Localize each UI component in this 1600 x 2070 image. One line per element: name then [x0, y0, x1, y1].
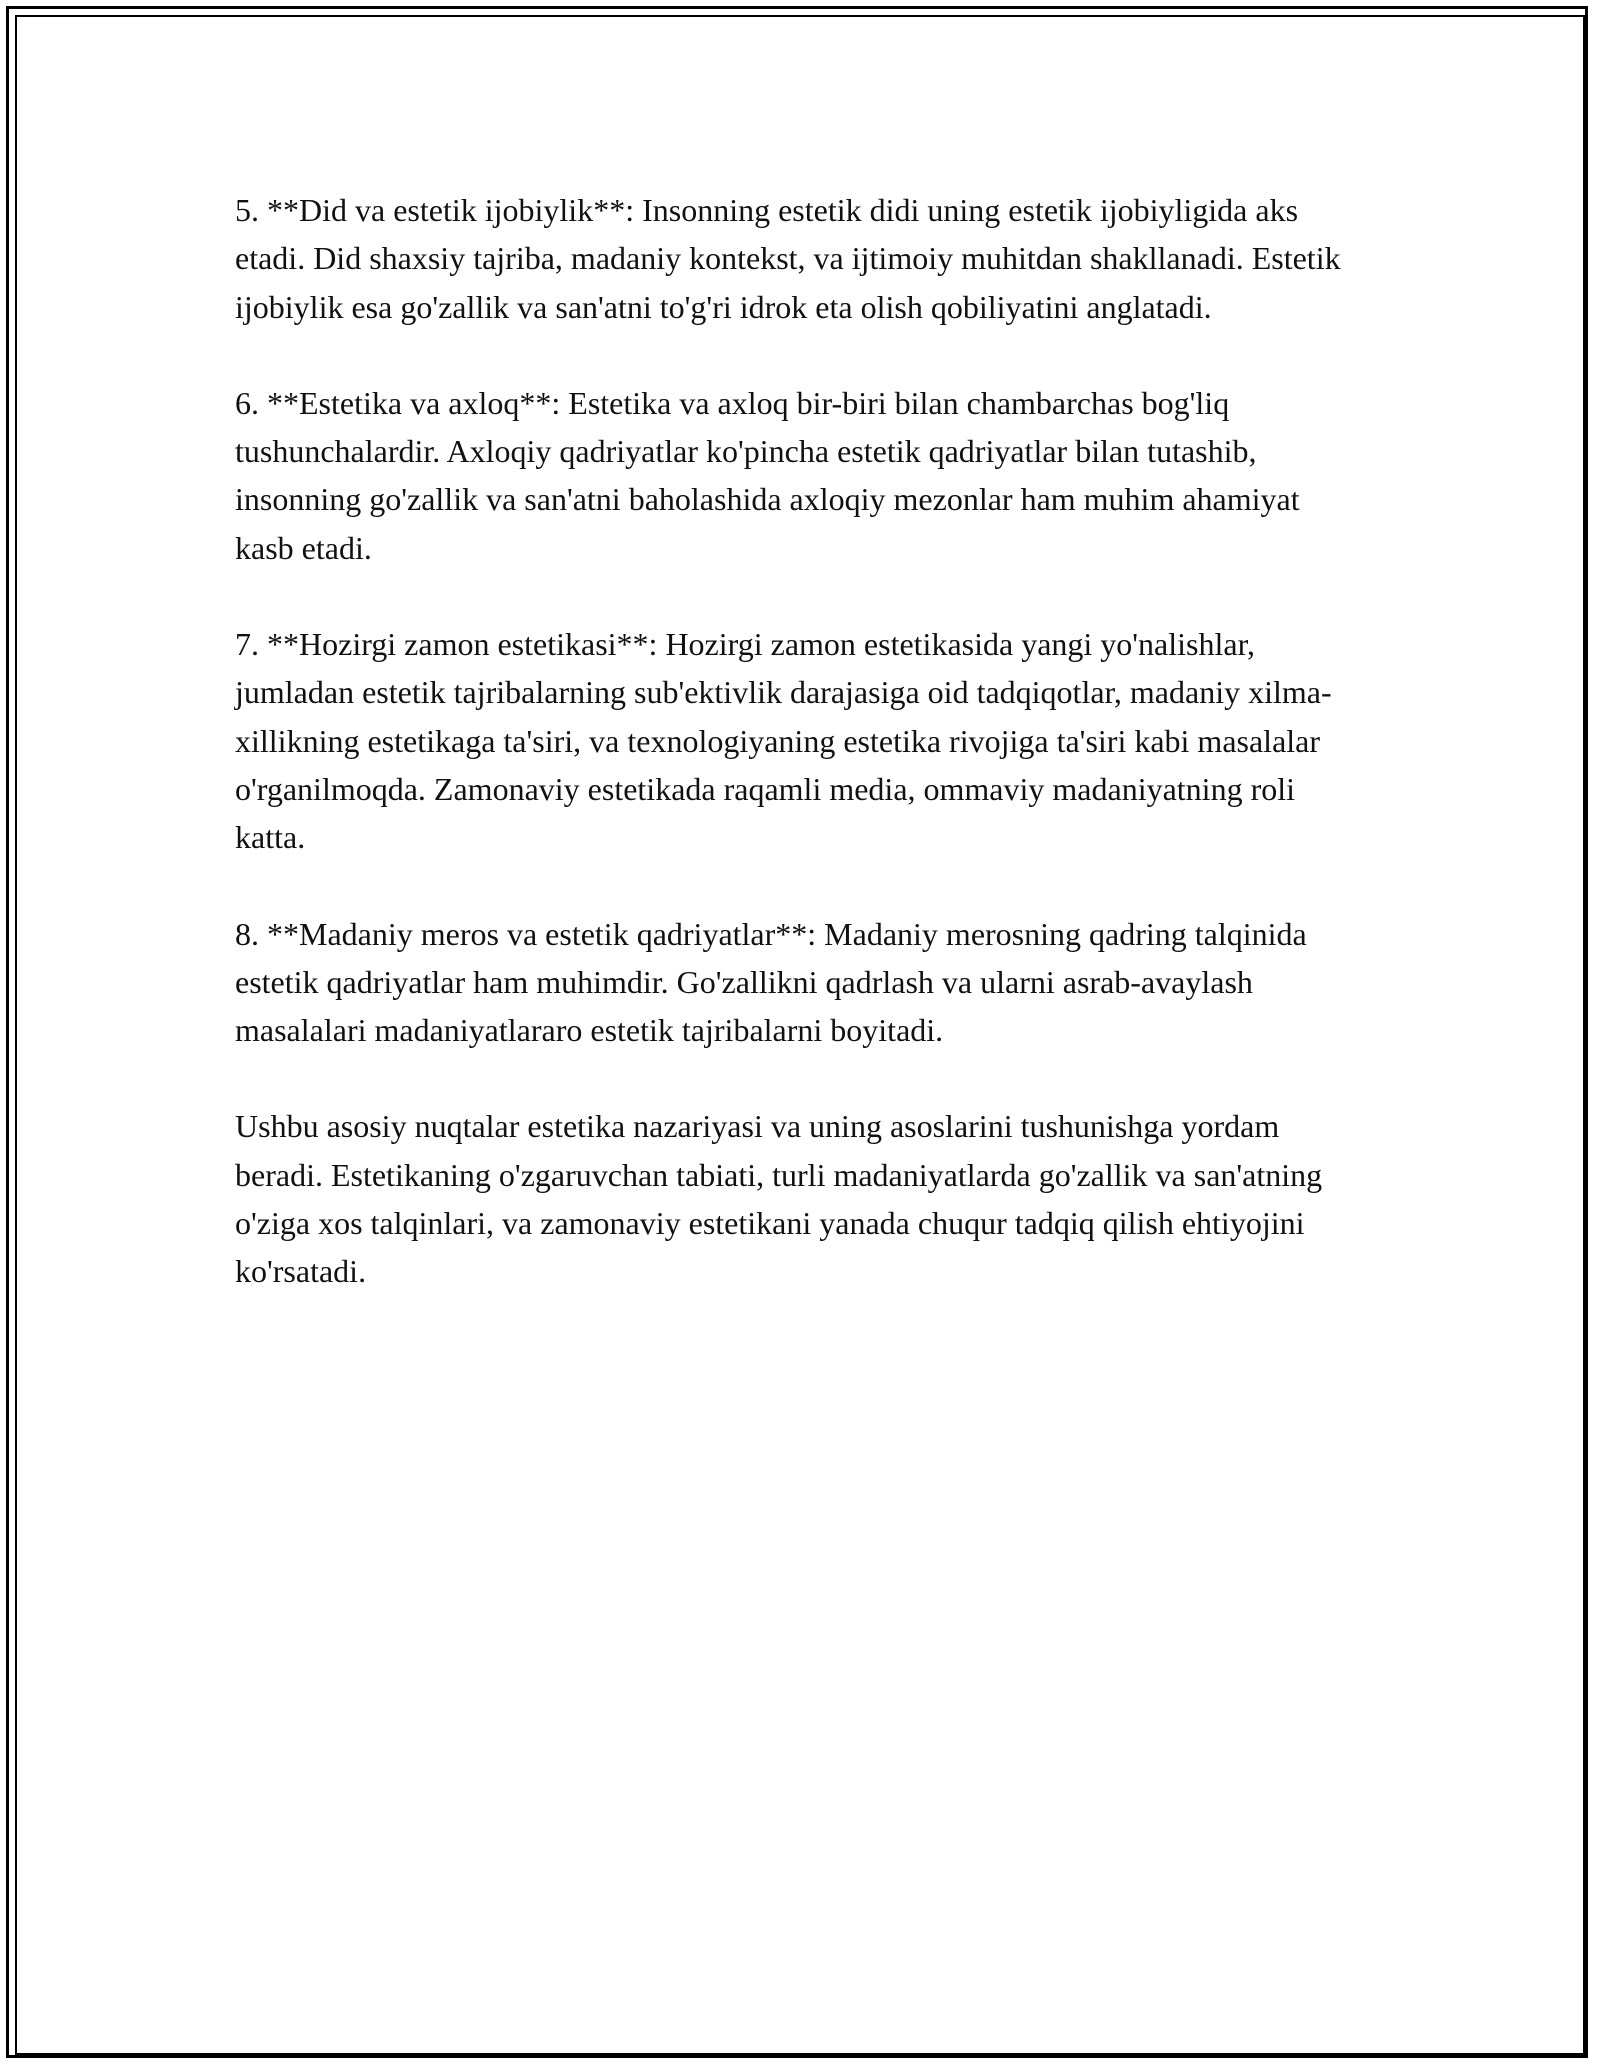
document-body — [235, 186, 1365, 1344]
paragraph-hozirgi-zamon-estetikasi: 7. **Hozirgi zamon estetikasi**: Hozirgi zamon estetikasida yangi yo'nalishlar, jumladan estetik tajribalarning sub'ektivlik darajasiga oid tadqiqotlar, madaniy xilma-xillikning estetikaga ta'siri, va texnologiyaning estetika rivojiga ta'siri kabi masalalar o'rganilmoqda. Zamonaviy estetikada raqamli media, ommaviy madaniyatning roli katta. — [235, 626, 1332, 856]
paragraph-conclusion: Ushbu asosiy nuqtalar estetika nazariyasi va uning asoslarini tushunishga yordam beradi. Estetikaning o'zgaruvchan tabiati, turli madaniyatlarda go'zallik va san'atning o'ziga xos talqinlari, va zamonaviy estetikani yanada chuqur tadqiq qilish ehtiyojini ko'rsatadi. — [235, 1108, 1323, 1290]
paragraph-did-va-estetik-ijobiylik: 5. **Did va estetik ijobiylik**: Insonning estetik didi uning estetik ijobiyligida aks etadi. Did shaxsiy tajriba, madaniy kontekst, va ijtimoiy muhitdan shakllanadi. Estetik ijobiylik esa go'zallik va san'atni to'g'ri idrok eta olish qobiliyatini anglatadi. — [235, 192, 1341, 325]
paragraph-madaniy-meros: 8. **Madaniy meros va estetik qadriyatlar**: Madaniy merosning qadring talqinida estetik qadriyatlar ham muhimdir. Go'zallikni qadrlash va ularni asrab-avaylash masalalari madaniyatlararo estetik tajribalarni boyitadi. — [235, 915, 1307, 1049]
paragraph-estetika-va-axloq: 6. **Estetika va axloq**: Estetika va axloq bir-biri bilan chambarchas bog'liq tushunchalardir. Axloqiy qadriyatlar ko'pincha estetik qadriyatlar bilan tutashib, insonning go'zallik va san'atni baholashida axloqiy mezonlar ham muhim ahamiyat kasb etadi. — [235, 384, 1300, 566]
